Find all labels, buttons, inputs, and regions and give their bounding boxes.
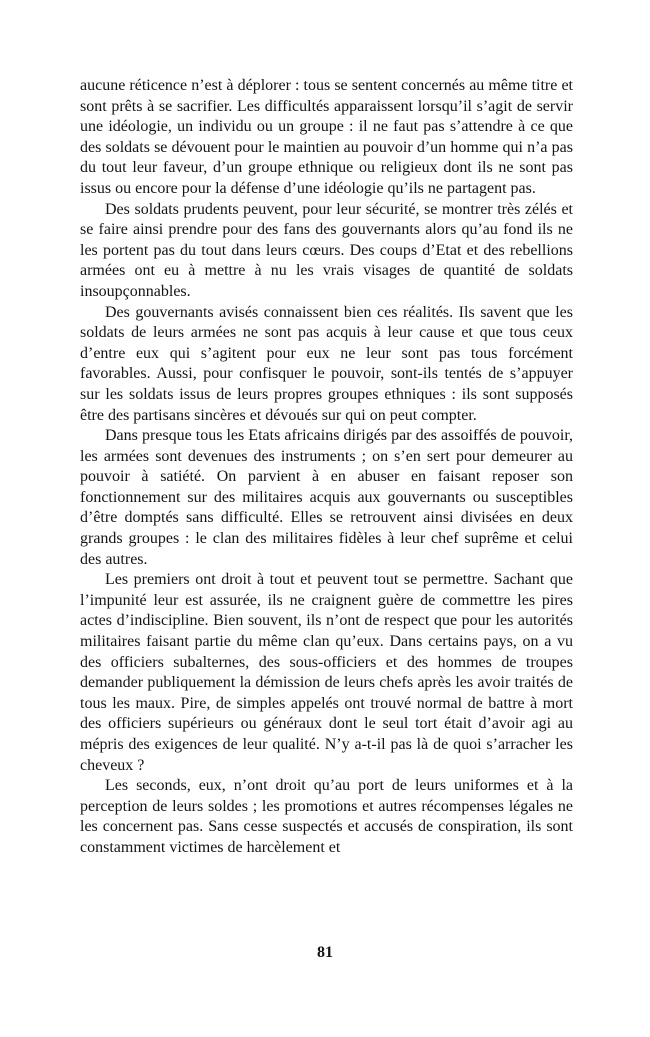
page-number: 81 (317, 944, 333, 961)
paragraph-2: Des soldats prudents peuvent, pour leur sécurité, se montrer très zélés et se faire ainsi prendre pour des fans des gouvernants alors qu’au fond ils ne les portent pas du tout dans leurs cœurs. Des coups d’Etat et des rebellions armées ont eu à mettre à nu les vrais visages de quantité de soldats insoupçonnables. (80, 200, 573, 300)
paragraph-6: Les seconds, eux, n’ont droit qu’au port de leurs uniformes et à la perception de leurs soldes ; les promotions et autres récompenses légales ne les concernent pas. Sans cesse suspectés et accusés de conspiration, ils sont constamment victimes de harcèlement et (80, 777, 573, 856)
paragraph-1: aucune réticence n’est à déplorer : tous se sentent concernés au même titre et sont prêts à se sacrifier. Les difficultés apparaissent lorsqu’il s’agit de servir une idéologie, un individu ou un groupe : il ne faut pas s’attendre à ce que des soldats se dévouent pour le maintien au pouvoir d’un homme qui n’a pas du tout leur faveur, d’un groupe ethnique ou religieux dont ils ne sont pas issus ou encore pour la défense d’une idéologie qu’ils ne partagent pas. (80, 77, 573, 197)
paragraph-5: Les premiers ont droit à tout et peuvent tout se permettre. Sachant que l’impunité leur est assurée, ils ne craignent guère de commettre les pires actes d’indiscipline. Bien souvent, ils n’ont de respect que pour les autorités militaires faisant partie du même clan qu’eux. Dans certains pays, on a vu des officiers subalternes, des sous-officiers et des hommes de troupes demander publiquement la démission de leurs chefs après les avoir traités de tous les maux. Pire, de simples appelés ont trouvé normal de battre à mort des officiers supérieurs ou généraux dont le seul tort était d’avoir agi au mépris des exigences de leur qualité. N’y a-t-il pas là de quoi s’arracher les cheveux ? (80, 571, 573, 774)
paragraph-3: Des gouvernants avisés connaissent bien ces réalités. Ils savent que les soldats de leurs armées ne sont pas acquis à leur cause et que tous ceux d’entre eux qui s’agitent pour eux ne leur sont pas tous forcément favorables. Aussi, pour confisquer le pouvoir, sont-ils tentés de s’appuyer sur les soldats issus de leurs propres groupes ethniques : ils sont supposés être des partisans sincères et dévoués sur qui on peut compter. (80, 303, 573, 424)
page-body (80, 76, 573, 859)
paragraph-4: Dans presque tous les Etats africains dirigés par des assoiffés de pouvoir, les armées sont devenues des instruments ; on s’en sert pour demeurer au pouvoir à satiété. On parvient à en abuser en faisant reposer son fonctionnement sur des militaires acquis aux gouvernants ou susceptibles d’être domptés sans difficulté. Elles se retrouvent ainsi divisées en deux grands groupes : le clan des militaires fidèles à leur chef suprême et celui des autres. (80, 427, 573, 568)
